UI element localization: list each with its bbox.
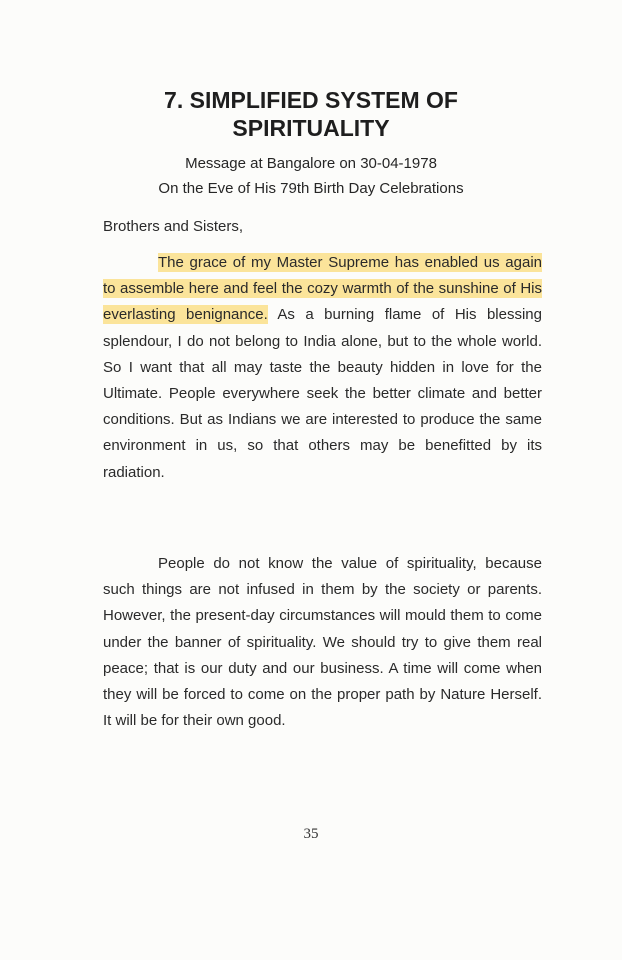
chapter-title (0, 86, 622, 142)
highlighted-text[interactable]: The grace of my Master Supreme has enabled us again to assemble here and feel the cozy warmth of the sunshine of His everlasting benignance. (103, 254, 542, 324)
subtitle-occasion: On the Eve of His 79th Birth Day Celebrations (158, 180, 464, 197)
paragraph-2: People do not know the value of spirituality, because such things are not infused in them by the society or parents. However, the present-day circumstances will mould them to come under the banner of spirituality. We should try to give them real peace; that is our duty and our business. A time will come when they will be forced to come on the proper path by Nature Herself. It will be for their own good. (103, 555, 542, 730)
paragraph-1 (103, 250, 542, 486)
salutation: Brothers and Sisters, (103, 218, 244, 235)
chapter-title-line-2: SPIRITUALITY (232, 115, 390, 141)
chapter-title-line-1: 7. SIMPLIFIED SYSTEM OF (164, 87, 458, 113)
subtitle-location-date: Message at Bangalore on 30-04-1978 (185, 155, 437, 172)
paragraph-1-rest: As a burning flame of His blessing splendour, I do not belong to India alone, but to the whole world. So I want that all may taste the beauty hidden in love for the Ultimate. People everywhere seek the better climate and better conditions. But as Indians we are interested to produce the same environment in us, so that others may be benefitted by its radiation. (103, 306, 542, 481)
message-subtitle (0, 151, 622, 201)
page-number: 35 (303, 826, 319, 842)
